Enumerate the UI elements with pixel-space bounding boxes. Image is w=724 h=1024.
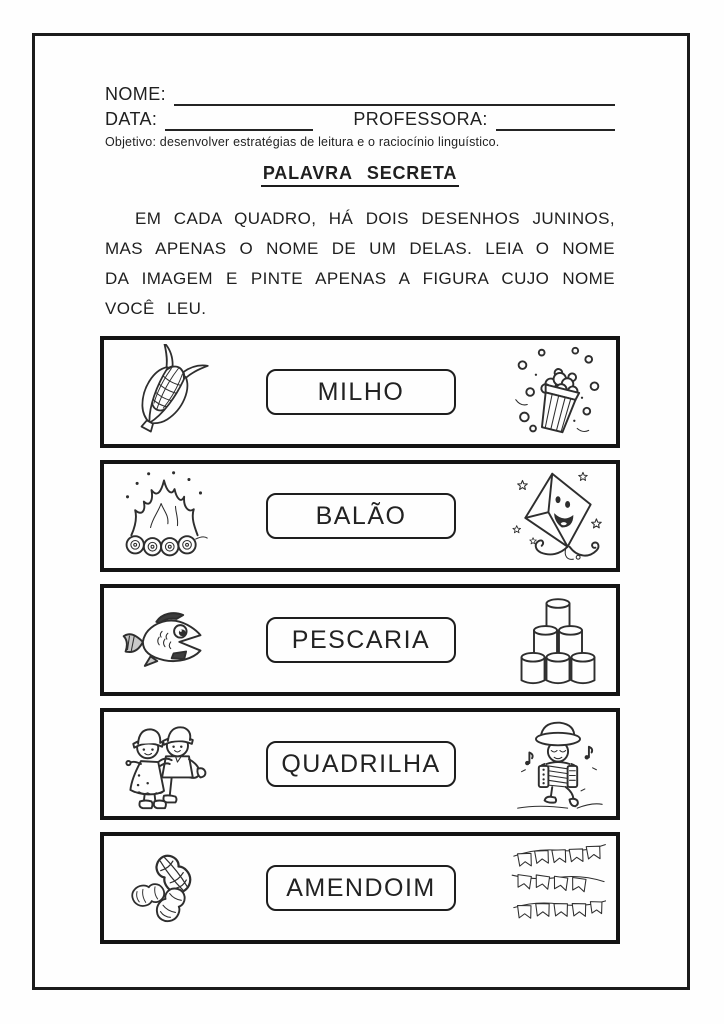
corn-icon bbox=[116, 344, 212, 440]
secret-word: PESCARIA bbox=[291, 625, 431, 654]
secret-word: MILHO bbox=[317, 377, 405, 406]
secret-word: QUADRILHA bbox=[281, 749, 441, 778]
can-pyramid-icon bbox=[510, 592, 606, 688]
accordion-player-icon bbox=[510, 716, 606, 812]
word-pill bbox=[266, 865, 456, 911]
word-pill bbox=[266, 493, 456, 539]
teacher-label: PROFESSORA: bbox=[353, 109, 488, 129]
date-fill-line bbox=[165, 109, 313, 131]
page-title: PALAVRA SECRETA bbox=[261, 163, 459, 187]
exercise-row-quadrilha bbox=[100, 708, 620, 820]
word-pill bbox=[266, 741, 456, 787]
header-and-text bbox=[35, 36, 687, 341]
date-label: DATA: bbox=[105, 109, 158, 129]
fish-icon bbox=[116, 592, 212, 688]
title-wrap bbox=[105, 163, 615, 187]
instructions-paragraph: EM CADA QUADRO, HÁ DOIS DESENHOS JUNINOS, MAS APENAS O NOME DE UM DELAS. LEIA O NOME DA IMAGEM E PINTE APENAS A FIGURA CUJO NOME VOCÊ LEU. bbox=[105, 209, 615, 318]
bonfire-icon bbox=[116, 468, 212, 564]
june-balloon-icon bbox=[510, 468, 606, 564]
word-pill bbox=[266, 369, 456, 415]
word-pill bbox=[266, 617, 456, 663]
popcorn-icon bbox=[510, 344, 606, 440]
name-fill-line bbox=[174, 84, 615, 106]
teacher-fill-line bbox=[496, 109, 615, 131]
secret-word: BALÃO bbox=[315, 501, 407, 530]
name-row bbox=[105, 82, 615, 106]
exercise-row-amendoim bbox=[100, 832, 620, 944]
bunting-flags-icon bbox=[510, 840, 606, 936]
peanuts-icon bbox=[116, 840, 212, 936]
exercise-row-milho bbox=[100, 336, 620, 448]
dancing-couple-icon bbox=[116, 716, 212, 812]
exercise-rows bbox=[100, 336, 620, 944]
objective-text: Objetivo: desenvolver estratégias de leitura e o raciocínio linguístico. bbox=[105, 135, 500, 149]
date-teacher-row bbox=[105, 107, 615, 131]
page-border-frame bbox=[32, 33, 690, 990]
secret-word: AMENDOIM bbox=[286, 873, 436, 902]
name-label: NOME: bbox=[105, 84, 167, 104]
exercise-row-balao bbox=[100, 460, 620, 572]
exercise-row-pescaria bbox=[100, 584, 620, 696]
